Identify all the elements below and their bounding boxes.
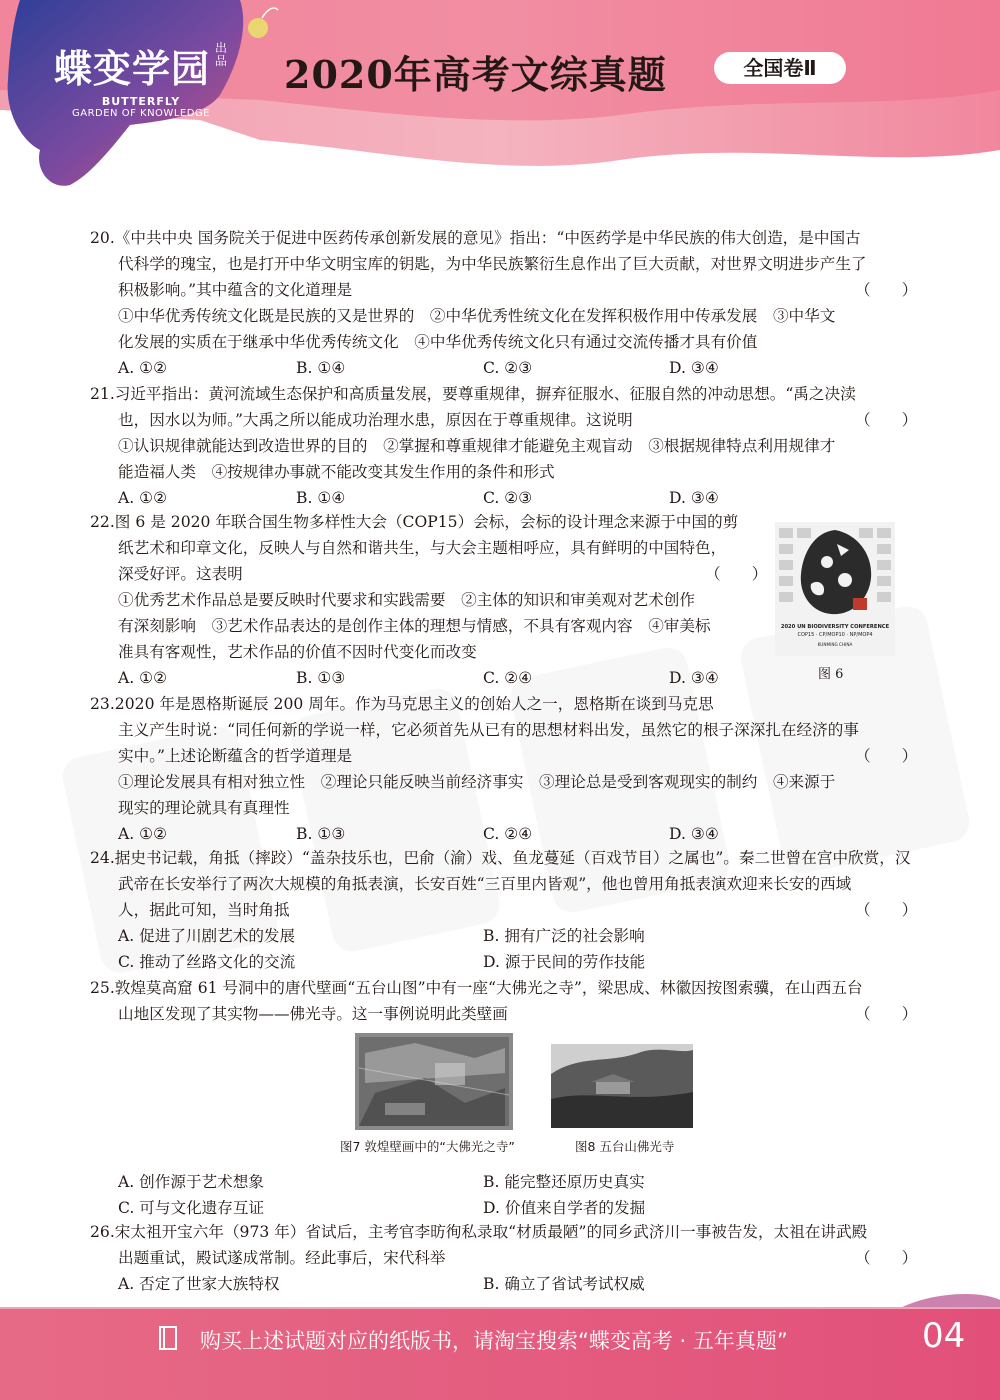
fig6-logo-text-2: COP15 · CP/MOP10 · NP/MOP4 (797, 632, 873, 638)
q23-option-d: D. ③④ (669, 825, 719, 843)
q24-line-1: 24.据史书记载，角抵（摔跤）“盖杂技乐也，巴俞（渝）戏、鱼龙蔓延（百戏节目）之属也”。秦二世曾在宫中欣赏，汉 (90, 849, 911, 867)
q25-option-b: B. 能完整还原历史真实 (483, 1173, 645, 1191)
q20-answer-paren: （ ） (855, 281, 918, 299)
fig6-cop15-logo (775, 522, 895, 656)
q26-answer-paren: （ ） (855, 1249, 918, 1267)
q22-option-c: C. ②④ (483, 669, 533, 687)
q20-line-1: 20.《中共中央 国务院关于促进中医药传承创新发展的意见》指出：“中医药学是中华民族的伟大创造，是中国古 (90, 229, 861, 247)
q22-line-1: 22.图 6 是 2020 年联合国生物多样性大会（COP15）会标，会标的设计理念来源于中国的剪 (90, 513, 739, 531)
book-icon (158, 1325, 178, 1351)
fig7-caption: 图7 敦煌壁画中的“大佛光之寺” (340, 1139, 515, 1154)
q23-line-3: 实中。”上述论断蕴含的哲学道理是 (118, 747, 353, 765)
q21-line-3: ①认识规律就能达到改造世界的目的 ②掌握和尊重规律才能避免主观盲动 ③根据规律特点利用规律才 (118, 437, 836, 455)
q26-option-a: A. 否定了世家大族特权 (118, 1275, 280, 1293)
paper-badge: 全国卷Ⅱ (714, 52, 846, 84)
brand-name-cn: 蝶变学园 (53, 47, 210, 91)
q22-option-a: A. ①② (118, 669, 168, 687)
q25-option-a: A. 创作源于艺术想象 (118, 1173, 264, 1191)
q20-option-b: B. ①④ (296, 359, 346, 377)
q23-option-b: B. ①③ (296, 825, 346, 843)
q24-line-3: 人，据此可知，当时角抵 (118, 901, 290, 919)
q22-line-5: 有深刻影响 ③艺术作品表达的是创作主体的理想与情感，不具有客观内容 ④审美标 (118, 617, 711, 635)
q25-option-c: C. 可与文化遗存互证 (118, 1199, 265, 1217)
q25-line-2: 山地区发现了其实物——佛光寺。这一事例说明此类壁画 (118, 1005, 508, 1023)
q23-line-2: 主义产生时说：“同任何新的学说一样，它必须首先从已有的思想材料出发，虽然它的根子深深扎在经济的事 (118, 721, 859, 739)
q21-line-4: 能造福人类 ④按规律办事就不能改变其发生作用的条件和形式 (118, 463, 555, 481)
fig6-caption: 图 6 (818, 667, 844, 682)
q23-answer-paren: （ ） (855, 747, 918, 765)
q23-line-1: 23.2020 年是恩格斯诞辰 200 周年。作为马克思主义的创始人之一，恩格斯在谈到马克思 (90, 695, 714, 713)
q21-line-2: 也，因水以为师。”大禹之所以能成功治理水患，原因在于尊重规律。这说明 (118, 411, 633, 429)
q22-option-d: D. ③④ (669, 669, 719, 687)
q26-line-2: 出题重试，殿试遂成常制。经此事后，宋代科举 (118, 1249, 446, 1267)
q23-option-c: C. ②④ (483, 825, 533, 843)
q23-line-4: ①理论发展具有相对独立性 ②理论只能反映当前经济事实 ③理论总是受到客观现实的制约 ④来源于 (118, 773, 836, 791)
q26-option-b: B. 确立了省试考试权威 (483, 1275, 645, 1293)
q25-option-d: D. 价值来自学者的发掘 (483, 1199, 646, 1217)
brand-tag: 出品 (214, 41, 227, 68)
q21-line-1: 21.习近平指出：黄河流域生态保护和高质量发展，要尊重规律，摒弃征服水、征服自然的冲动思想。“禹之决渎 (90, 385, 856, 403)
q22-answer-paren: （ ） (705, 565, 768, 583)
fig8-caption: 图8 五台山佛光寺 (575, 1139, 675, 1154)
q20-option-c: C. ②③ (483, 359, 533, 377)
q24-option-b: B. 拥有广泛的社会影响 (483, 927, 645, 945)
q24-answer-paren: （ ） (855, 901, 918, 919)
q24-option-a: A. 促进了川剧艺术的发展 (118, 927, 296, 945)
brand-name-en-1: BUTTERFLY (101, 95, 181, 108)
q20-option-d: D. ③④ (669, 359, 719, 377)
q25-line-1: 25.敦煌莫高窟 61 号洞中的唐代壁画“五台山图”中有一座“大佛光之寺”，梁思成、林徽因按图索骥，在山西五台 (90, 979, 863, 997)
q22-line-4: ①优秀艺术作品总是要反映时代要求和实践需要 ②主体的知识和审美观对艺术创作 (118, 591, 695, 609)
q21-option-b: B. ①④ (296, 489, 346, 507)
q21-option-d: D. ③④ (669, 489, 719, 507)
q24-option-d: D. 源于民间的劳作技能 (483, 953, 646, 971)
q26-line-1: 26.宋太祖开宝六年（973 年）省试后，主考官李昉徇私录取“材质最陋”的同乡武济川一事被告发，太祖在讲武殿 (90, 1223, 868, 1241)
q20-line-2: 代科学的瑰宝，也是打开中华文明宝库的钥匙，为中华民族繁衍生息作出了巨大贡献，对世界文明进步产生了 (118, 255, 867, 273)
q25-answer-paren: （ ） (855, 1005, 918, 1023)
fig6-logo-text-1: 2020 UN BIODIVERSITY CONFERENCE (780, 624, 890, 630)
footer-promo-text: 购买上述试题对应的纸版书，请淘宝搜索“蝶变高考 · 五年真题” (200, 1329, 788, 1353)
document-title: 2020年高考文综真题 (284, 52, 667, 97)
q22-line-6: 准具有客观性，艺术作品的价值不因时代变化而改变 (118, 643, 477, 661)
q24-line-2: 武帝在长安举行了两次大规模的角抵表演，长安百姓“三百里内皆观”，他也曾用角抵表演欢迎来长安的西域 (118, 875, 852, 893)
q24-option-c: C. 推动了丝路文化的交流 (118, 953, 296, 971)
q23-option-a: A. ①② (118, 825, 168, 843)
q21-option-a: A. ①② (118, 489, 168, 507)
page-number: 04 (922, 1316, 966, 1356)
q21-option-c: C. ②③ (483, 489, 533, 507)
q20-option-a: A. ①② (118, 359, 168, 377)
q22-line-3: 深受好评。这表明 (118, 565, 243, 583)
fig7-mural-photo (355, 1033, 513, 1130)
q20-line-3: 积极影响。”其中蕴含的文化道理是 (118, 281, 353, 299)
brand-logo (36, 38, 246, 119)
fig6-logo-text-3: KUNMING CHINA (817, 642, 853, 647)
q20-line-5: 化发展的实质在于继承中华优秀传统文化 ④中华优秀传统文化只有通过交流传播才具有价值 (118, 333, 758, 351)
q22-option-b: B. ①③ (296, 669, 346, 687)
q23-line-5: 现实的理论就具有真理性 (118, 799, 290, 817)
fig8-temple-photo (551, 1044, 693, 1128)
q21-answer-paren: （ ） (855, 411, 918, 429)
q20-line-4: ①中华优秀传统文化既是民族的又是世界的 ②中华优秀性统文化在发挥积极作用中传承发展 ③中华文 (118, 307, 836, 325)
q22-line-2: 纸艺术和印章文化，反映人与自然和谐共生，与大会主题相呼应，具有鲜明的中国特色， (118, 539, 727, 557)
brand-name-en-2: GARDEN OF KNOWLEDGE (72, 108, 210, 119)
